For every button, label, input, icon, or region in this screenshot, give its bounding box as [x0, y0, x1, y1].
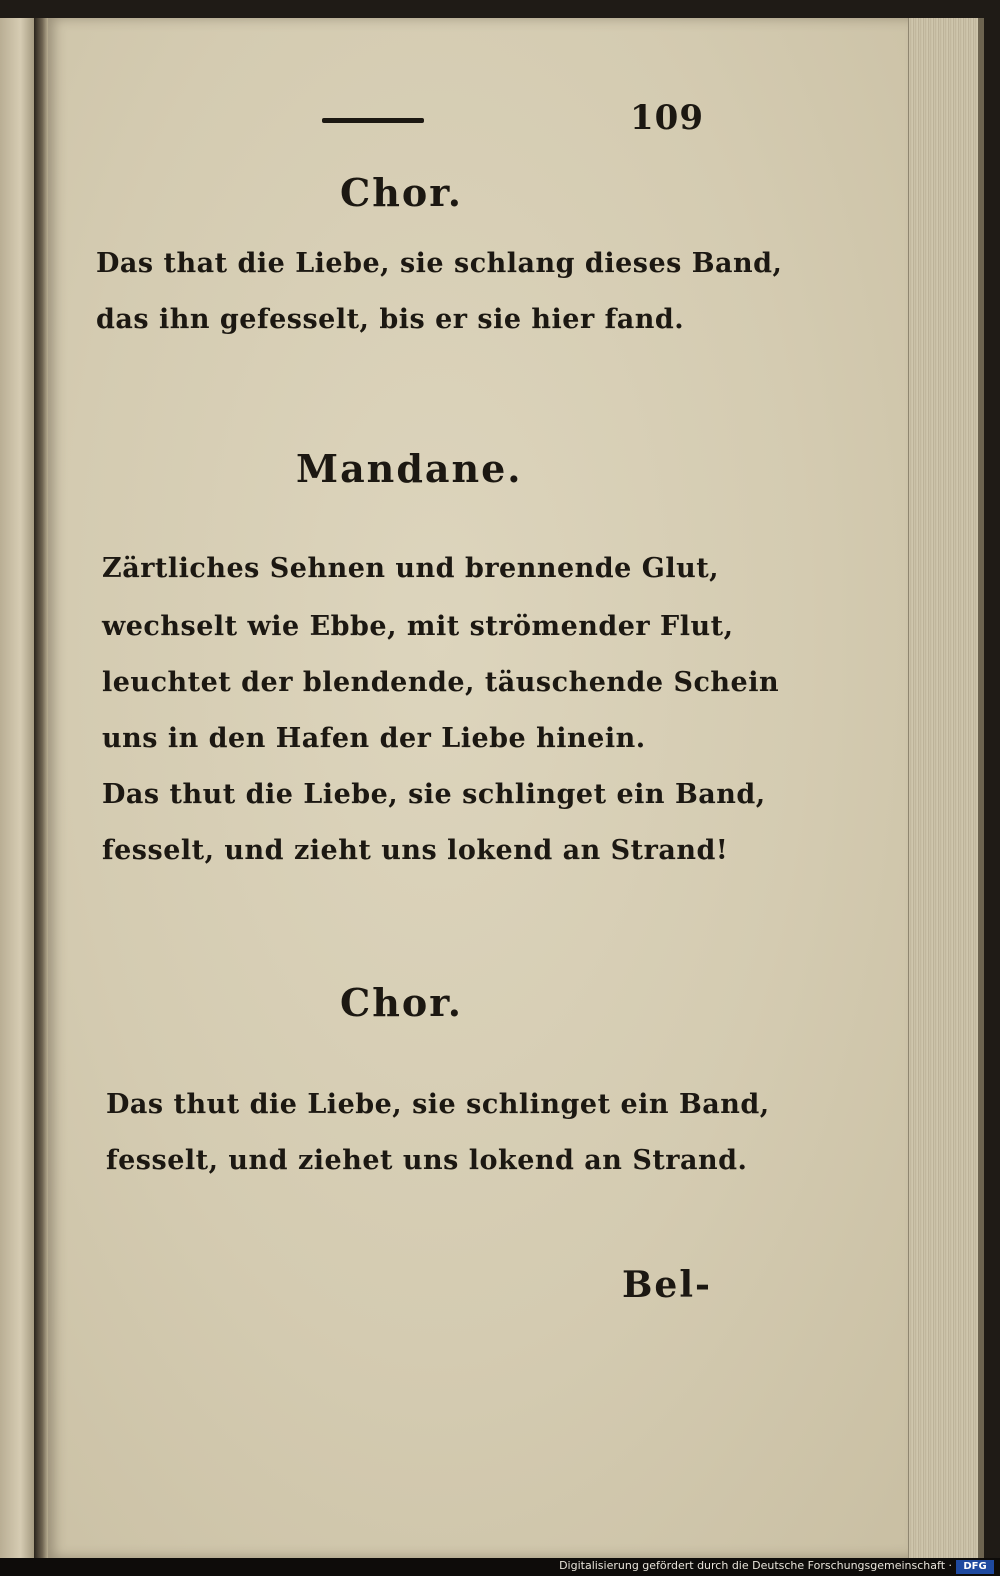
verse-line: Das thut die Liebe, sie schlinget ein Band,	[106, 1089, 770, 1120]
header-rule	[322, 118, 424, 123]
book-gutter	[34, 18, 48, 1558]
section-heading-mandane: Mandane.	[296, 446, 523, 491]
verse-line: uns in den Hafen der Liebe hinein.	[102, 723, 646, 754]
verse-line: wechselt wie Ebbe, mit strömender Flut,	[102, 611, 734, 642]
catchword: Bel-	[622, 1264, 712, 1306]
footer-credit: Digitalisierung gefördert durch die Deutsche Forschungsgemeinschaft ·	[559, 1559, 952, 1572]
page-stack-shadow	[978, 18, 984, 1558]
verse-line: Zärtliches Sehnen und brennende Glut,	[102, 553, 720, 584]
page-number: 109	[630, 98, 704, 138]
page-stack-edge	[908, 18, 979, 1558]
verse-line: fesselt, und zieht uns lokend an Strand!	[102, 835, 729, 866]
verse-line: Das thut die Liebe, sie schlinget ein Band,	[102, 779, 766, 810]
section-heading-chor: Chor.	[340, 170, 463, 215]
dfg-logo: DFG	[956, 1560, 994, 1574]
verse-line: Das that die Liebe, sie schlang dieses Band,	[96, 248, 783, 279]
verse-line: leuchtet der blendende, täuschende Schein	[102, 667, 780, 698]
left-page-edge	[0, 18, 36, 1558]
verse-line: fesselt, und ziehet uns lokend an Strand.	[106, 1145, 748, 1176]
verse-line: das ihn gefesselt, bis er sie hier fand.	[96, 304, 685, 335]
section-heading-chor: Chor.	[340, 980, 463, 1025]
